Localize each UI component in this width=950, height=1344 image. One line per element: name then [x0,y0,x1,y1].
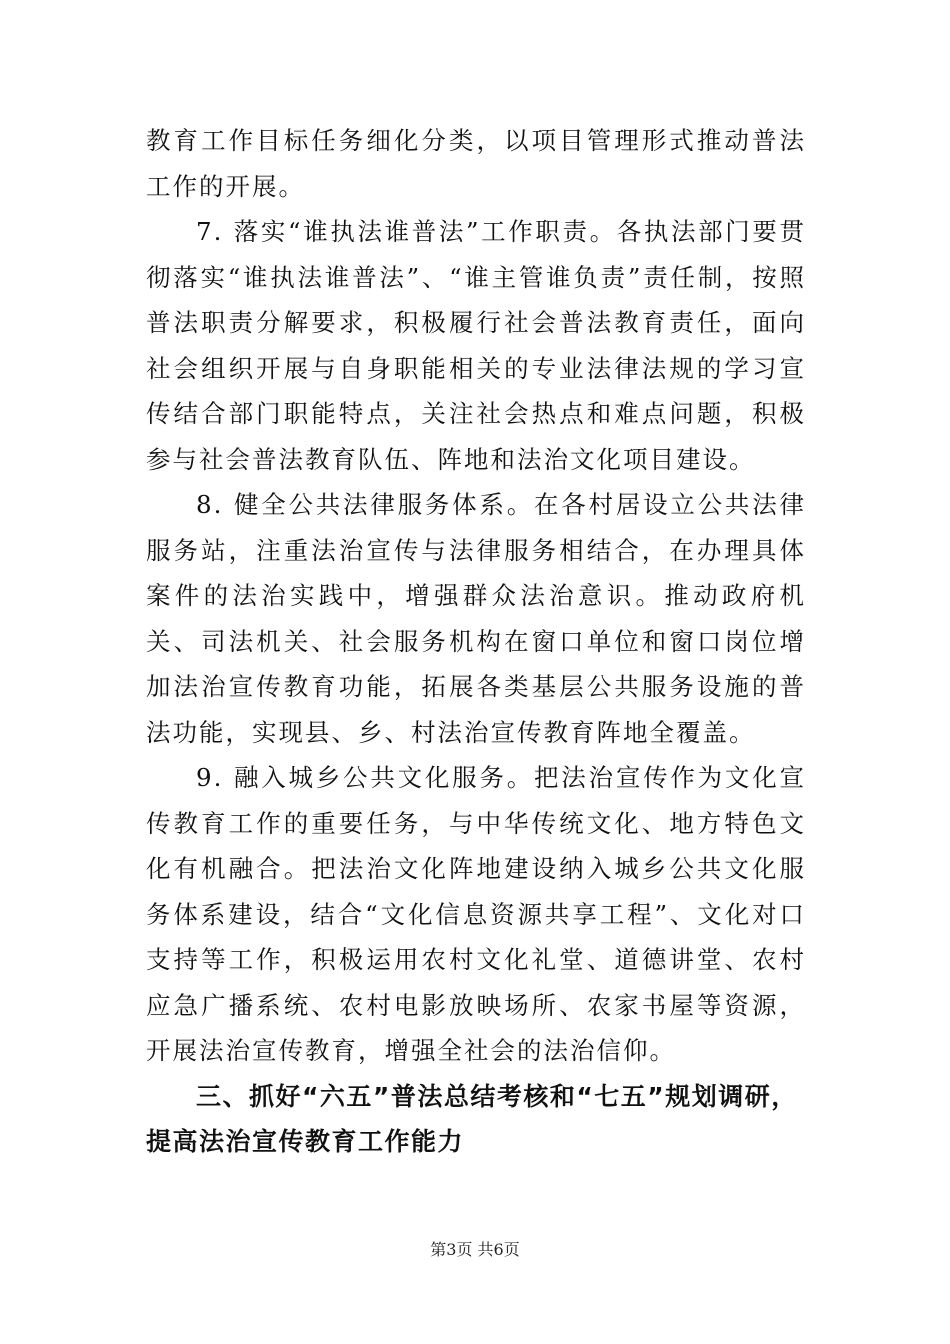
paragraph-item-7: 7. 落实“谁执法谁普法”工作职责。各执法部门要贯彻落实“谁执法谁普法”、“谁主管谁负责”责任制，按照普法职责分解要求，积极履行社会普法教育责任，面向社会组织开展与自身职能相关的专业法律法规的学习宣传结合部门职能特点，关注社会热点和难点问题，积极参与社会普法教育队伍、阵地和法治文化项目建设。 [146,217,806,474]
paragraph-continuation: 教育工作目标任务细化分类，以项目管理形式推动普法工作的开展。 [146,126,806,201]
paragraph-item-9: 9. 融入城乡公共文化服务。把法治宣传作为文化宣传教育工作的重要任务，与中华传统文化、地方特色文化有机融合。把法治文化阵地建设纳入城乡公共文化服务体系建设，结合“文化信息资源共享工程”、文化对口支持等工作，积极运用农村文化礼堂、道德讲堂、农村应急广播系统、农村电影放映场所、农家书屋等资源，开展法治宣传教育，增强全社会的法治信仰。 [146,763,806,1065]
page-number-footer: 第3页 共6页 [430,1240,520,1259]
section-heading-3: 三、抓好“六五”普法总结考核和“七五”规划调研，提高法治宣传教育工作能力 [146,1081,798,1156]
document-body [146,118,806,1165]
paragraph-item-8: 8. 健全公共法律服务体系。在各村居设立公共法律服务站，注重法治宣传与法律服务相结合，在办理具体案件的法治实践中，增强群众法治意识。推动政府机关、司法机关、社会服务机构在窗口单位和窗口岗位增加法治宣传教育功能，拓展各类基层公共服务设施的普法功能，实现县、乡、村法治宣传教育阵地全覆盖。 [146,490,806,747]
